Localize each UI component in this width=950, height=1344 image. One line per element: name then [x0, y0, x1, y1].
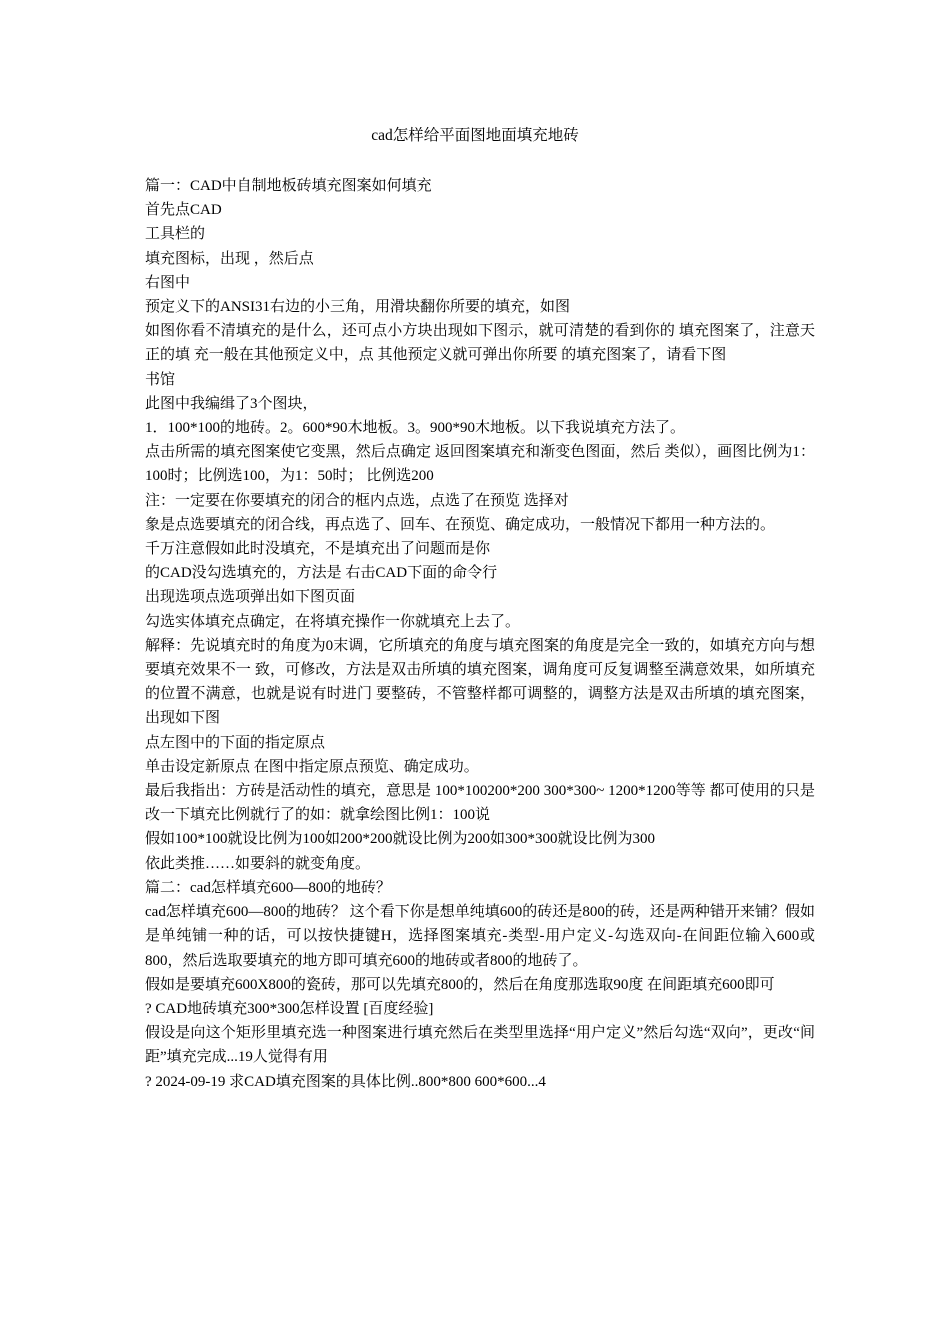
text-line: 出现选项点选项弹出如下图页面	[145, 589, 356, 606]
section-heading-1: 篇一：CAD中自制地板砖填充图案如何填充	[145, 178, 432, 194]
section-heading-2: 篇二：cad怎样填充600—800的地砖？	[145, 879, 391, 896]
text-line: 注：一定要在你要填充的闭合的框内点选，点选了在预览 选择对	[145, 492, 569, 509]
text-paragraph: 象是点选要填充的闭合线，再点选了、回车、在预览、确定成功，一般情况下都用一种方法的。	[145, 516, 776, 533]
related-link: ? 2024-09-19 求CAD填充图案的具体比例..800*800 600*600...4	[145, 1073, 546, 1090]
text-line: 工具栏的	[145, 226, 206, 243]
document-body	[145, 174, 815, 1094]
text-line: 假如100*100就设比例为100如200*200就设比例为200如300*300就设比例为300	[145, 831, 656, 848]
text-line: 此图中我编缉了3个图块，	[145, 395, 318, 412]
text-line: 依此类推……如要斜的就变角度。	[145, 855, 371, 872]
text-line: 预定义下的ANSI31右边的小三角，用滑块翻你所要的填充，如图	[145, 299, 571, 316]
text-line: 书馆	[145, 371, 176, 388]
text-line: 单击设定新原点 在图中指定原点预览、确定成功。	[145, 758, 479, 775]
text-paragraph: cad怎样填充600—800的地砖？ 这个看下你是想单纯填600的砖还是800的砖，还是两种错开来铺？假如是单纯铺一种的话，可以按快捷键H，选择图案填充-类型-用户定义-勾选双向-在间距位输入600或800，然后选取要填充的地方即可填充600的地砖或者800的地砖了。	[145, 904, 815, 969]
text-line: 填充图标，出现 ，然后点	[145, 250, 314, 267]
text-line: 点左图中的下面的指定原点	[145, 734, 326, 751]
text-line: 勾选实体填充点确定，在将填充操作一你就填充上去了。	[145, 613, 521, 630]
text-paragraph: 假设是向这个矩形里填充选一种图案进行填充然后在类型里选择“用户定义”然后勾选“双向”，更改“间距”填充完成...19人觉得有用	[145, 1025, 815, 1066]
text-line: 的CAD没勾选填充的，方法是 右击CAD下面的命令行	[145, 565, 498, 582]
text-line: 首先点CAD	[145, 202, 222, 219]
text-paragraph: 最后我指出：方砖是活动性的填充，意思是 100*100200*200 300*300~ 1200*1200等等 都可使用的只是改一下填充比例就行了的如：就拿绘图比例1：100说	[145, 783, 815, 824]
text-paragraph: 点击所需的填充图案使它变黑，然后点确定 返回图案填充和渐变色图面，然后 类似），画图比例为1：100时；比例选100，为1：50时； 比例选200	[145, 444, 815, 485]
text-line: 1．100*100的地砖。2。600*90木地板。3。900*90木地板。以下我说填充方法了。	[145, 420, 686, 437]
text-paragraph: 假如是要填充600X800的瓷砖，那可以先填充800的，然后在角度那选取90度 在间距填充600即可	[145, 976, 775, 993]
text-paragraph: 解释：先说填充时的角度为0末调，它所填充的角度与填充图案的角度是完全一致的，如填充方向与想要填充效果不一 致，可修改，方法是双击所填的填充图案，调角度可反复调整至满意效果，如所填充的位置不满意，也就是说有时进门 要整砖，不管整样都可调整的，调整方法是双击所填的填充图案，出现如下图	[145, 637, 815, 727]
related-link: ? CAD地砖填充300*300怎样设置 [百度经验]	[145, 1000, 434, 1017]
text-paragraph: 如图你看不清填充的是什么，还可点小方块出现如下图示，就可清楚的看到你的 填充图案了，注意天正的填 充一般在其他预定义中，点 其他预定义就可弹出你所要 的填充图案了，请看下图	[145, 323, 815, 364]
document-title: cad怎样给平面图地面填充地砖	[371, 127, 579, 144]
text-line: 右图中	[145, 274, 191, 291]
text-line: 千万注意假如此时没填充，不是填充出了问题而是你	[145, 541, 491, 558]
